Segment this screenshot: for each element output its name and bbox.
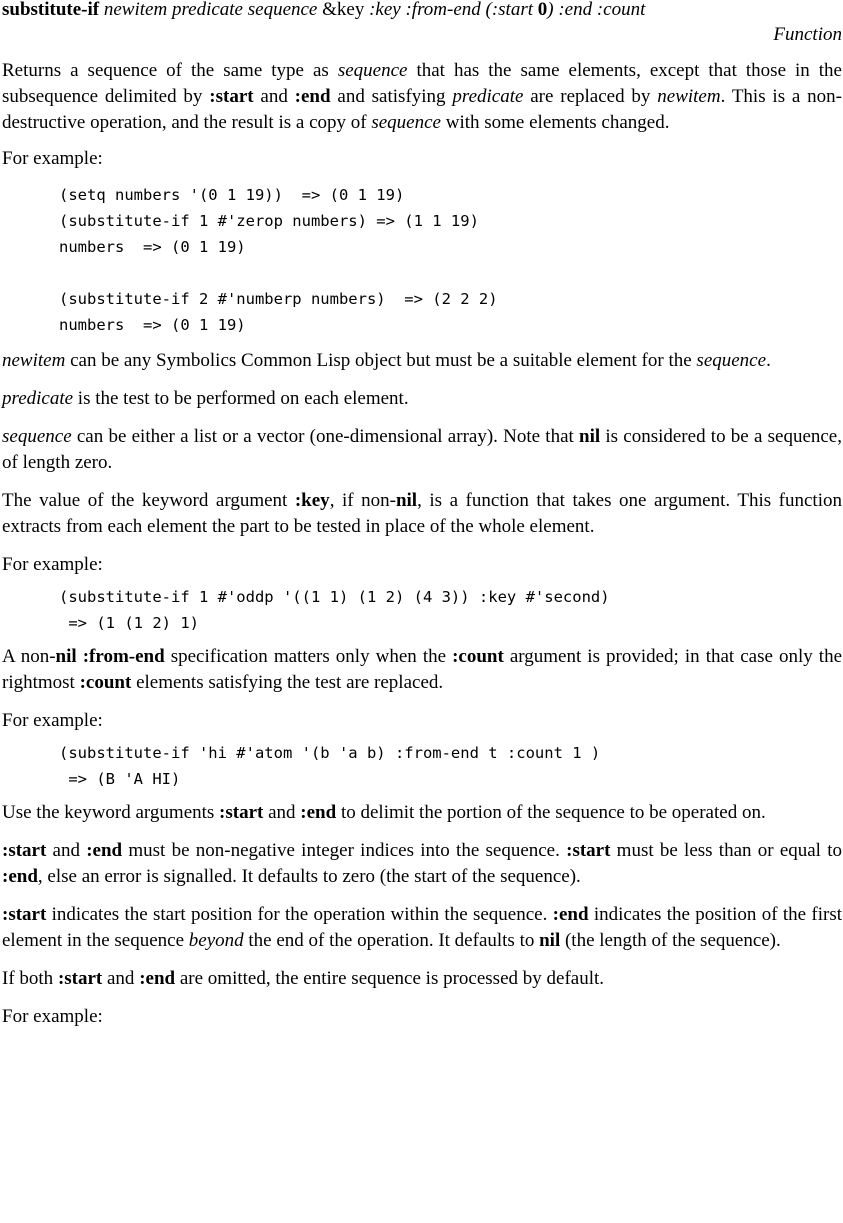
code-example-1 bbox=[2, 182, 842, 338]
code-line: (substitute-if 2 #'numberp numbers) => (2 2 2) bbox=[59, 290, 498, 308]
function-name: substitute-if bbox=[2, 0, 100, 20]
signature-keys-post: ) :end :count bbox=[547, 0, 646, 20]
code-example-2 bbox=[2, 584, 842, 636]
code-line: (setq numbers '(0 1 19)) => (0 1 19) bbox=[59, 186, 405, 204]
code-line: (substitute-if 1 #'zerop numbers) => (1 1 19) bbox=[59, 212, 479, 230]
sequence-paragraph: sequence can be either a list or a vector (one-dimensional array). Note that nil is considered to be a sequence, of length zero. bbox=[2, 426, 842, 473]
for-example-label: For example: bbox=[2, 1006, 103, 1027]
code-line: (substitute-if 1 #'oddp '((1 1) (1 2) (4 3)) :key #'second) bbox=[59, 588, 610, 606]
signature-args: newitem predicate sequence bbox=[103, 0, 318, 20]
newitem-paragraph: newitem can be any Symbolics Common Lisp object but must be a suitable element for the sequence. bbox=[2, 350, 771, 371]
start-default: 0 bbox=[537, 0, 548, 20]
code-line: (substitute-if 'hi #'atom '(b 'a b) :from-end t :count 1 ) bbox=[59, 744, 601, 762]
definition-type: Function bbox=[773, 24, 842, 45]
code-line: numbers => (0 1 19) bbox=[59, 238, 246, 256]
for-example-label: For example: bbox=[2, 710, 103, 731]
start-position-paragraph: :start indicates the start position for the operation within the sequence. :end indicates the position of the first element in the sequence beyond the end of the operation. It defaults to nil (the length of the sequence). bbox=[2, 904, 843, 951]
keyword-usage-paragraph: Use the keyword arguments :start and :end to delimit the portion of the sequence to be operated on. bbox=[2, 802, 766, 823]
for-example-label: For example: bbox=[2, 148, 103, 169]
code-line: => (B 'A HI) bbox=[59, 770, 181, 788]
code-example-3 bbox=[2, 740, 842, 792]
intro-paragraph: Returns a sequence of the same type as sequence that has the same elements, except that those in the subsequence delimited by :start and :end and satisfying predicate are replaced by newitem. This is a non-destructive operation, and the result is a copy of sequence with some elements changed. bbox=[2, 60, 843, 133]
key-marker: &key bbox=[322, 0, 365, 20]
function-signature bbox=[2, 0, 842, 22]
documentation-page bbox=[2, 0, 842, 1030]
key-paragraph: The value of the keyword argument :key, if non-nil, is a function that takes one argument. This function extracts from each element the part to be tested in place of the whole element. bbox=[2, 490, 842, 537]
both-omitted-paragraph: If both :start and :end are omitted, the entire sequence is processed by default. bbox=[2, 968, 605, 989]
from-end-paragraph: A non-nil :from-end specification matters only when the :count argument is provided; in that case only the rightmost :count elements satisfying the test are replaced. bbox=[2, 646, 843, 693]
for-example-label: For example: bbox=[2, 554, 103, 575]
code-line: numbers => (0 1 19) bbox=[59, 316, 246, 334]
code-line bbox=[59, 260, 842, 286]
predicate-paragraph: predicate is the test to be performed on each element. bbox=[2, 388, 409, 409]
code-line: => (1 (1 2) 1) bbox=[59, 614, 199, 632]
signature-keys-pre: :key :from-end (:start bbox=[369, 0, 538, 20]
start-end-paragraph: :start and :end must be non-negative integer indices into the sequence. :start must be less than or equal to :end, else an error is signalled. It defaults to zero (the start of the sequence). bbox=[2, 840, 842, 887]
